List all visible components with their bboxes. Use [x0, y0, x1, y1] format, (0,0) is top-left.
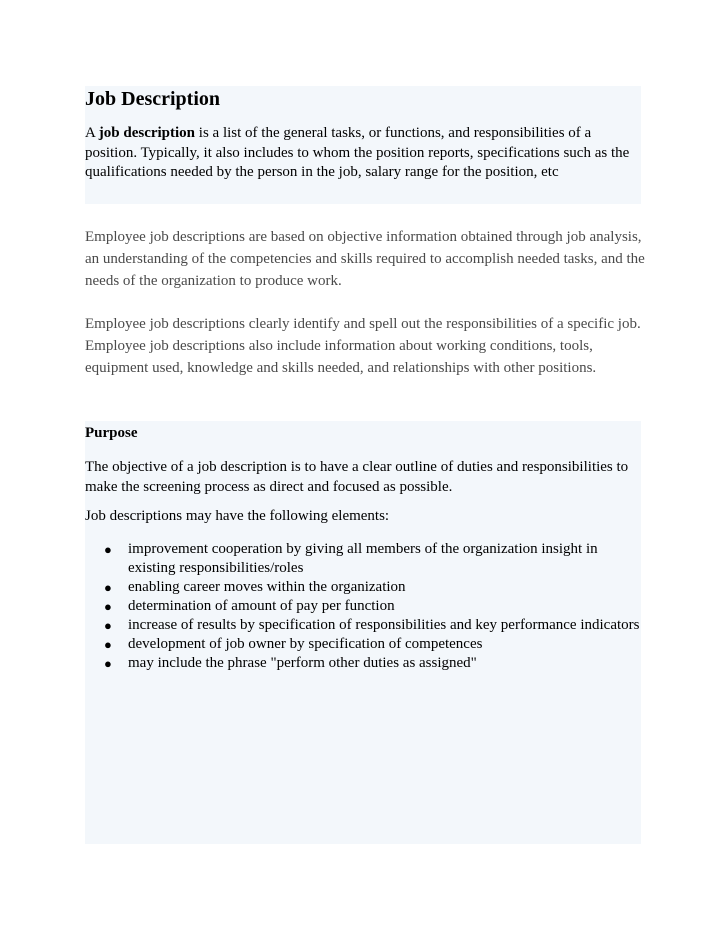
elements-list — [85, 540, 641, 673]
defined-term: job description — [98, 125, 196, 141]
list-item-text: determination of amount of pay per function — [128, 597, 395, 614]
intro-lead-word: A — [85, 125, 99, 141]
purpose-heading: Purpose — [85, 425, 138, 441]
list-item-text: enabling career moves within the organization — [128, 578, 406, 595]
bullet-icon: ● — [104, 579, 112, 595]
bullet-icon: ● — [104, 541, 112, 557]
bullet-icon: ● — [104, 636, 112, 652]
elements-intro: Job descriptions may have the following elements: — [85, 508, 390, 524]
objective-paragraph: The objective of a job description is to have a clear outline of duties and responsibilities to make the screening process as direct and focused as possible. — [85, 459, 629, 495]
intro-definition: is a list of the general tasks, or functions, and responsibilities of a position. Typically, it also includes to whom the position reports, specifications such as the qualifications needed by the person in the job, salary range for the position, etc — [85, 125, 630, 180]
responsibilities-paragraph: Employee job descriptions clearly identify and spell out the responsibilities of a specific job. Employee job descriptions also include information about working conditions, tools, equipment used, knowledge and skills needed, and relationships with other positions. — [85, 316, 641, 376]
bullet-icon: ● — [104, 598, 112, 614]
list-item-text: may include the phrase "perform other duties as assigned" — [128, 654, 477, 671]
intro-section — [85, 86, 641, 204]
list-item — [85, 578, 641, 597]
job-analysis-paragraph: Employee job descriptions are based on objective information obtained through job analysis, an understanding of the competencies and skills required to accomplish needed tasks, and the needs of the organization to produce work. — [85, 229, 645, 289]
page-title: Job Description — [85, 88, 220, 110]
list-item — [85, 616, 641, 635]
list-item — [85, 540, 641, 578]
purpose-section — [85, 421, 641, 844]
list-item-text: increase of results by specification of responsibilities and key performance indicators — [128, 616, 640, 633]
list-item-text: development of job owner by specification of competences — [128, 635, 483, 652]
intro-paragraph — [85, 124, 641, 183]
list-item-text: improvement cooperation by giving all members of the organization insight in existing responsibilities/roles — [128, 540, 598, 576]
bullet-icon: ● — [104, 655, 112, 671]
list-item — [85, 635, 641, 654]
list-item — [85, 597, 641, 616]
list-item — [85, 654, 641, 673]
bullet-icon: ● — [104, 617, 112, 633]
